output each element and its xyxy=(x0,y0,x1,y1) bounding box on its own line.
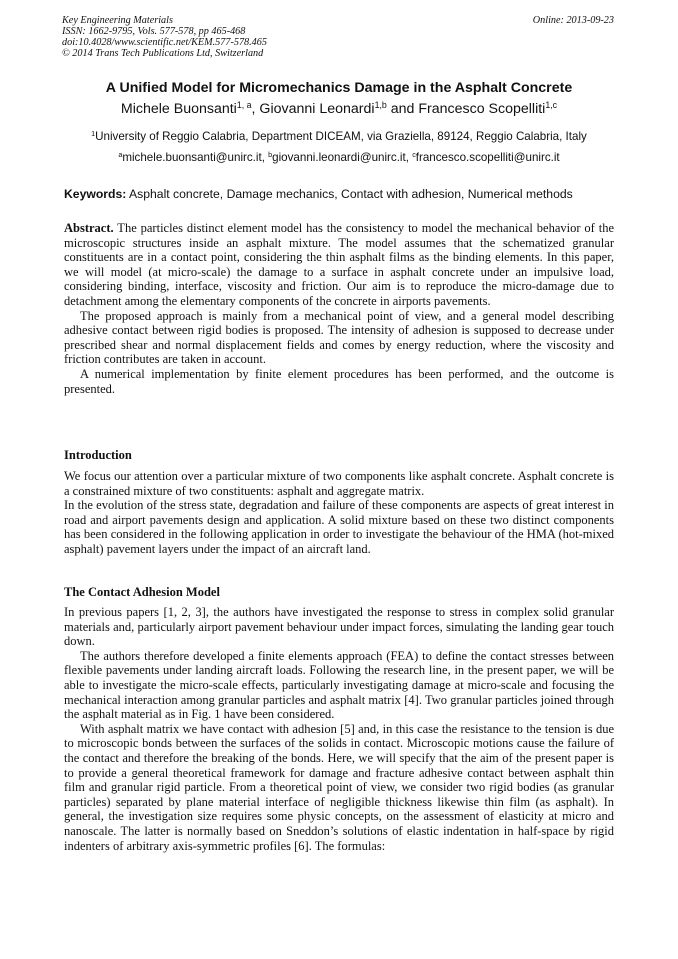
abstract-paragraph: The particles distinct element model has the consistency to model the mechanical behavior of the microscopic structures inside an asphalt mixture. The model assumes that the schematized granular constituents are in a contact point, considering the thin asphalt films as the binding elements. In this paper, we will model (at micro-scale) the damage to a surface in asphalt concrete under an impulsive load, considering binding, interface, viscosity and friction. Our aim is to reproduce the micro-damage due to detachment among the elementary components of the concrete in airports pavements. xyxy=(64,221,614,308)
affiliation xyxy=(0,130,678,143)
affiliation-mark: 1 xyxy=(91,129,96,139)
keywords-label: Keywords: xyxy=(64,187,127,201)
abstract-paragraph: The proposed approach is mainly from a mechanical point of view, and a general model describing adhesive contact between rigid bodies is proposed. The intensity of adhesion is supposed to decrease under prescribed shear and normal displacement fields and comes by energy reduction, where the viscosity and friction contributes are taken in account. xyxy=(64,308,614,367)
online-date: Online: 2013-09-23 xyxy=(532,15,614,26)
paper-title: A Unified Model for Micromechanics Damage in the Asphalt Concrete xyxy=(105,80,573,96)
email-mark: a xyxy=(118,150,123,160)
email-list xyxy=(0,151,678,164)
introduction-body xyxy=(64,469,614,557)
email-mark: c xyxy=(412,150,416,160)
author-separator: , xyxy=(251,101,260,117)
contact-adhesion-body xyxy=(64,605,614,853)
journal-header xyxy=(62,15,614,59)
author-name: Michele Buonsanti xyxy=(120,101,237,117)
journal-name: Key Engineering Materials xyxy=(62,15,173,26)
author-affiliation-mark: 1,b xyxy=(374,100,387,111)
email-link[interactable]: giovanni.leonardi@unirc.it xyxy=(272,151,406,164)
introduction-paragraph: We focus our attention over a particular mixture of two components like asphalt concrete. Asphalt concrete is a constrained mixture of two constituents: asphalt and aggregate matrix. xyxy=(64,469,614,498)
doi[interactable]: doi:10.4028/www.scientific.net/KEM.577-578.465 xyxy=(62,37,267,48)
email-mark: b xyxy=(268,150,273,160)
contact-paragraph: The authors therefore developed a finite elements approach (FEA) to define the contact stresses between flexible pavements under landing aircraft loads. Following the research line, in the present paper, we will be able to investigate the micro-scale effects, particularly investigating damage at micro-scale and focusing the mechanical interaction among granular particles and asphalt matrix [4]. Two granular particles joined through the asphalt material as in Fig. 1 have been considered. xyxy=(64,648,614,722)
author-affiliation-mark: 1, a xyxy=(236,100,252,111)
contact-paragraph: With asphalt matrix we have contact with adhesion [5] and, in this case the resistance to the tension is due to microscopic bonds between the surfaces of the solids in contact. Microscopic motions cause the failure of the contact and therefore the breaking of the bonds. Here, we will specify that the aim of the present paper is to provide a general theoretical framework for damage and fracture adhesive contact between asphalt thin film and granular rigid particle. From a theoretical point of view, we consider two rigid bodies (as granular particles) separated by plane material interface of negligible thickness likewise thin film (as asphalt). In general, the investigation size requires some physic concepts, on the assessment of elasticity at micro and nanoscale. The latter is normally based on Sneddon’s solutions of elastic indentation in half-space by rigid indenters of arbitrary axis-symmetric profiles [6]. The formulas: xyxy=(64,721,614,853)
contact-paragraph: In previous papers [1, 2, 3], the authors have investigated the response to stress in complex solid granular materials and, particularly airport pavement behaviour under impact forces, simulating the landing gear touch down. xyxy=(64,605,614,649)
author-separator: and xyxy=(386,101,419,117)
affiliation-text: University of Reggio Calabria, Department DICEAM, via Graziella, 89124, Reggio Calabria, Italy xyxy=(95,130,587,143)
keywords xyxy=(64,187,573,201)
issn: ISSN: 1662-9795, Vols. 577-578, pp 465-468 xyxy=(62,26,246,37)
introduction-paragraph: In the evolution of the stress state, degradation and failure of these components are aspects of great interest in road and airport pavements design and application. A solid mixture based on these two distinct components has been considered in the following application in order to investigate the behaviour of the HMA (hot-mixed asphalt) pavement layers under the impact of an aircraft land. xyxy=(64,498,614,556)
section-heading-introduction: Introduction xyxy=(64,448,132,462)
author-list xyxy=(0,101,678,117)
email-link[interactable]: michele.buonsanti@unirc.it xyxy=(122,151,262,164)
abstract-label: Abstract. xyxy=(64,221,114,235)
abstract-paragraph: A numerical implementation by finite element procedures has been performed, and the outcome is presented. xyxy=(64,366,614,396)
abstract xyxy=(64,221,614,396)
email-separator: , xyxy=(405,151,413,164)
copyright: © 2014 Trans Tech Publications Ltd, Switzerland xyxy=(62,48,264,59)
author-affiliation-mark: 1,c xyxy=(545,100,558,111)
section-heading-contact-adhesion: The Contact Adhesion Model xyxy=(64,585,220,599)
author-name: Francesco Scopelliti xyxy=(418,101,546,117)
keywords-text: Asphalt concrete, Damage mechanics, Contact with adhesion, Numerical methods xyxy=(126,187,573,201)
author-name: Giovanni Leonardi xyxy=(259,101,375,117)
email-link[interactable]: francesco.scopelliti@unirc.it xyxy=(415,151,560,164)
email-separator: , xyxy=(261,151,269,164)
